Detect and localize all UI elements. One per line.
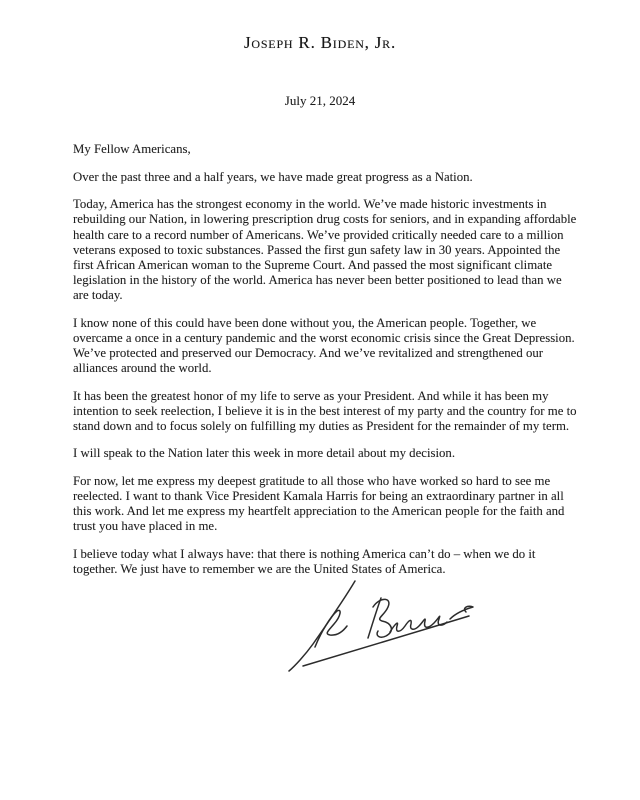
letter-paragraph: For now, let me express my deepest gratitude to all those who have worked so hard to see me reelected. I want to thank Vice President Kamala Harris for being an extraordinary partner in all this work. And let me express my heartfelt appreciation to the American people for the faith and trust you have placed in me. bbox=[73, 474, 565, 534]
date-line: July 21, 2024 bbox=[284, 93, 356, 108]
letter-paragraph: I believe today what I always have: that there is nothing America can’t do – when we do it together. We just have to remember we are the United States of America. bbox=[73, 547, 536, 577]
salutation: My Fellow Americans, bbox=[73, 142, 191, 156]
letter-body bbox=[73, 142, 579, 672]
letter-paragraph: I will speak to the Nation later this week in more detail about my decision. bbox=[73, 446, 456, 461]
letter-paragraph: It has been the greatest honor of my life to serve as your President. And while it has been my intention to seek reelection, I believe it is in the best interest of my party and the country for me to stand down and to focus solely on fulfilling my duties as President for the remainder of my term. bbox=[73, 388, 577, 433]
signature-joe-biden bbox=[275, 580, 483, 672]
letter-paragraph: I know none of this could have been done without you, the American people. Together, we overcame a once in a century pandemic and the worst economic crisis since the Great Depression. We’ve protected and preserved our Democracy. And we’ve revitalized and strengthened our alliances around the world. bbox=[73, 315, 575, 375]
letterhead-name: Joseph R. Biden, Jr. bbox=[243, 33, 397, 52]
letter-paragraph: Over the past three and a half years, we have made great progress as a Nation. bbox=[73, 169, 473, 184]
letter-paragraph: Today, America has the strongest economy in the world. We’ve made historic investments in rebuilding our Nation, in lowering prescription drug costs for seniors, and in expanding affordable health care to a record number of Americans. We’ve provided critically needed care to a million veterans exposed to toxic substances. Passed the first gun safety law in 30 years. Appointed the first African American woman to the Supreme Court. And passed the most significant climate legislation in the history of the world. America has never been better positioned to lead than we are today. bbox=[73, 197, 577, 302]
signature-icon bbox=[275, 580, 483, 672]
paragraphs-container bbox=[73, 170, 579, 578]
